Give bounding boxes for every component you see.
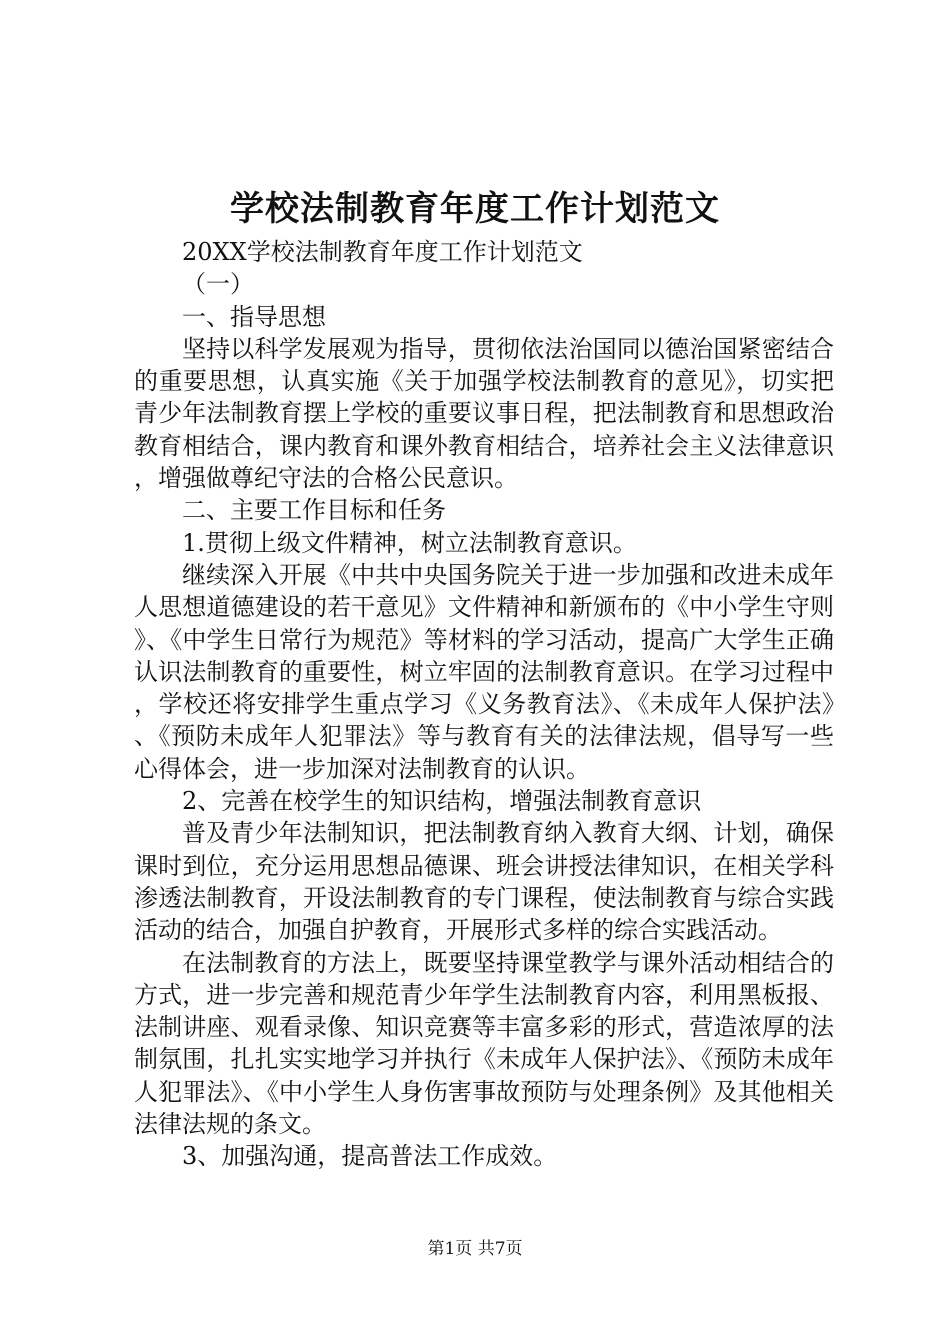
document-title: 学校法制教育年度工作计划范文	[230, 189, 720, 229]
page-footer: 第1页 共7页	[427, 1239, 523, 1259]
paragraph-goal-2b: 在法制教育的方法上，既要坚持课堂教学与课外活动相结合的方式，进一步完善和规范青少年学生法制教育内容，利用黑板报、法制讲座、观看录像、知识竞赛等丰富多彩的形式，营造浓厚的法制氛围，扎扎实实地学习并执行《未成年人保护法》、《预防未成年人犯罪法》、《中小学生人身伤害事故预防与处理条例》及其他相关法律法规的条文。	[134, 948, 834, 1139]
subheading-goal-3: 3、加强沟通，提高普法工作成效。	[182, 1142, 558, 1171]
subheading-goal-1: 1.贯彻上级文件精神，树立法制教育意识。	[182, 528, 637, 557]
section-number-one: （一）	[182, 270, 254, 299]
heading-guiding-ideology: 一、指导思想	[182, 302, 326, 331]
document-subtitle: 20XX学校法制教育年度工作计划范文	[182, 238, 583, 266]
paragraph-goal-2a: 普及青少年法制知识，把法制教育纳入教育大纲、计划，确保课时到位，充分运用思想品德课、班会讲授法律知识，在相关学科渗透法制教育，开设法制教育的专门课程，使法制教育与综合实践活动的结合，加强自护教育，开展形式多样的综合实践活动。	[134, 819, 834, 945]
document-body	[134, 236, 834, 1173]
heading-main-goals: 二、主要工作目标和任务	[182, 496, 446, 525]
paragraph-goal-1: 继续深入开展《中共中央国务院关于进一步加强和改进未成年人思想道德建设的若干意见》文件精神和新颁布的《中小学生守则》、《中学生日常行为规范》等材料的学习活动，提高广大学生正确认识法制教育的重要性，树立牢固的法制教育意识。在学习过程中，学校还将安排学生重点学习《义务教育法》、《未成年人保护法》、《预防未成年人犯罪法》等与教育有关的法律法规，倡导写一些心得体会，进一步加深对法制教育的认识。	[134, 560, 834, 783]
paragraph-guiding-ideology: 坚持以科学发展观为指导，贯彻依法治国同以德治国紧密结合的重要思想，认真实施《关于加强学校法制教育的意见》，切实把青少年法制教育摆上学校的重要议事日程，把法制教育和思想政治教育相结合，课内教育和课外教育相结合，培养社会主义法律意识，增强做尊纪守法的合格公民意识。	[134, 334, 834, 493]
subheading-goal-2: 2、完善在校学生的知识结构，增强法制教育意识	[182, 787, 702, 816]
